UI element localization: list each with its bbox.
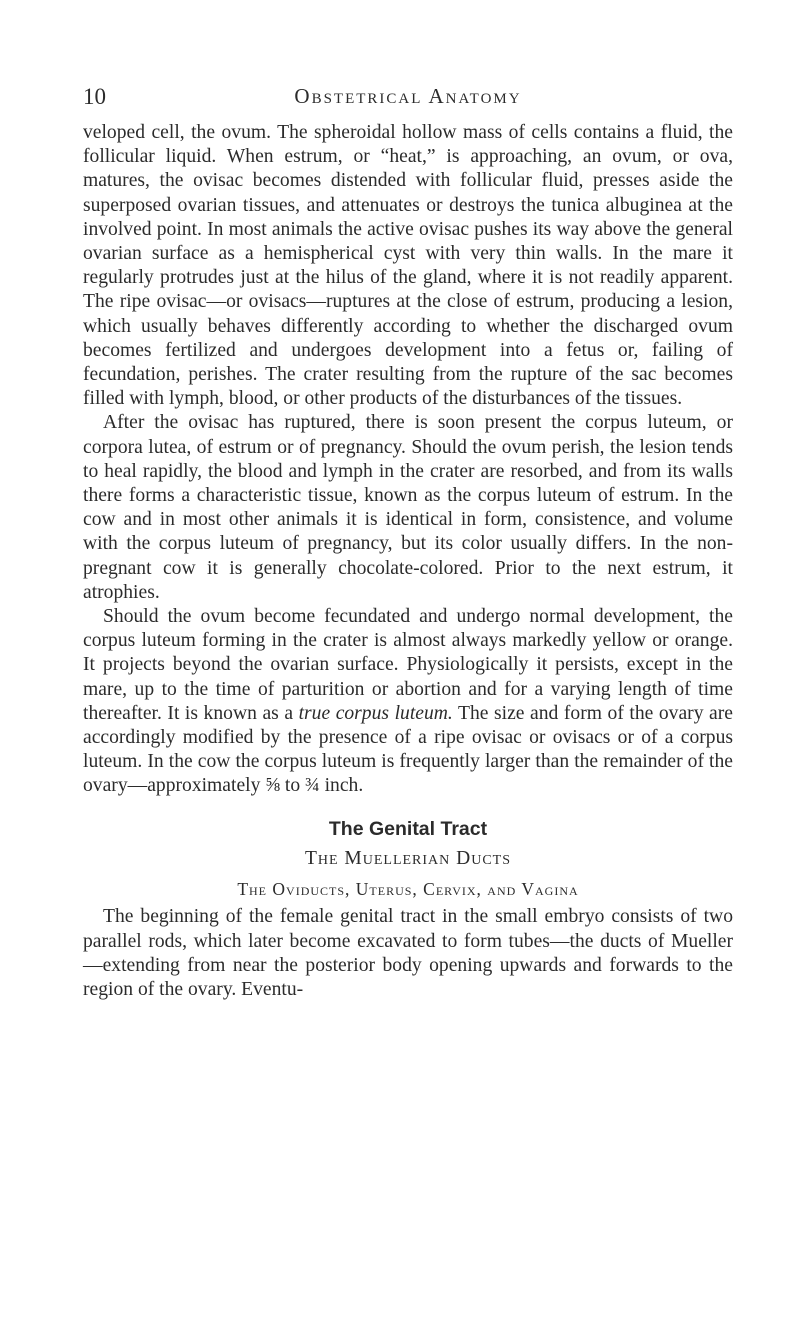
paragraph-3-text-start: Should the ovum become fecundated and undergo normal development, the corpus luteum forming in the crater is almost always markedly yellow or orange. It projects beyond the ovarian surface. Physiologically it persists, except in the mare, up to the time of parturition or abortion and for a varying length of time thereafter. It is known as a [83, 606, 733, 724]
subsection-heading: The Muellerian Ducts [304, 847, 512, 869]
page-header [83, 84, 733, 114]
paragraph-3 [83, 605, 733, 799]
page-number: 10 [83, 84, 106, 109]
paragraph-1: veloped cell, the ovum. The spheroidal hollow mass of cells contains a fluid, the follicular liquid. When estrum, or “heat,” is approaching, an ovum, or ova, matures, the ovisac becomes distended with follicular fluid, presses aside the superposed ovarian tissues, and attenuates or destroys the tunica albuginea at the involved point. In most animals the active ovisac pushes its way above the general ovarian surface as a hemispherical cyst with very thin walls. In the mare it regularly protrudes just at the hilus of the gland, where it is not readily apparent. The ripe ovisac—or ovisacs—ruptures at the close of estrum, producing a lesion, which usually behaves differently according to whether the discharged ovum becomes fertilized and undergoes development into a fetus or, failing of fecundation, perishes. The crater resulting from the rupture of the sac becomes filled with lymph, blood, or other products of the disturbances of the tissues. [83, 122, 733, 410]
paragraph-3-text-end: The size and form of the ovary are accordingly modified by the presence of a ripe ovisac or ovisacs or of a corpus luteum. In the cow the corpus luteum is frequently larger than the remainder of the ovary—approximately ⅝ to ¾ inch. [83, 702, 733, 797]
emphasis-true-corpus-luteum: true corpus luteum. [298, 702, 453, 724]
section-heading: The Genital Tract [328, 817, 488, 840]
subsubsection-heading: The Oviducts, Uterus, Cervix, and Vagina [237, 879, 579, 900]
paragraph-2: After the ovisac has ruptured, there is soon present the corpus luteum, or corpora lutea, of estrum or of pregnancy. Should the ovum perish, the lesion tends to heal rapidly, the blood and lymph in the crater are resorbed, and from its walls there forms a characteristic tissue, known as the corpus luteum of estrum. In the cow and in most other animals it is identical in form, consistence, and volume with the corpus luteum of pregnancy, but its color usually differs. In the non-pregnant cow it is generally chocolate-colored. Prior to the next estrum, it atrophies. [83, 412, 733, 603]
page-body [83, 121, 733, 1002]
paragraph-4: The beginning of the female genital tract in the small embryo consists of two parallel rods, which later become excavated to form tubes—the ducts of Mueller—extending from near the posterior body opening upwards and forwards to the region of the ovary. Eventu- [83, 906, 733, 1000]
running-title: Obstetrical Anatomy [294, 84, 522, 108]
